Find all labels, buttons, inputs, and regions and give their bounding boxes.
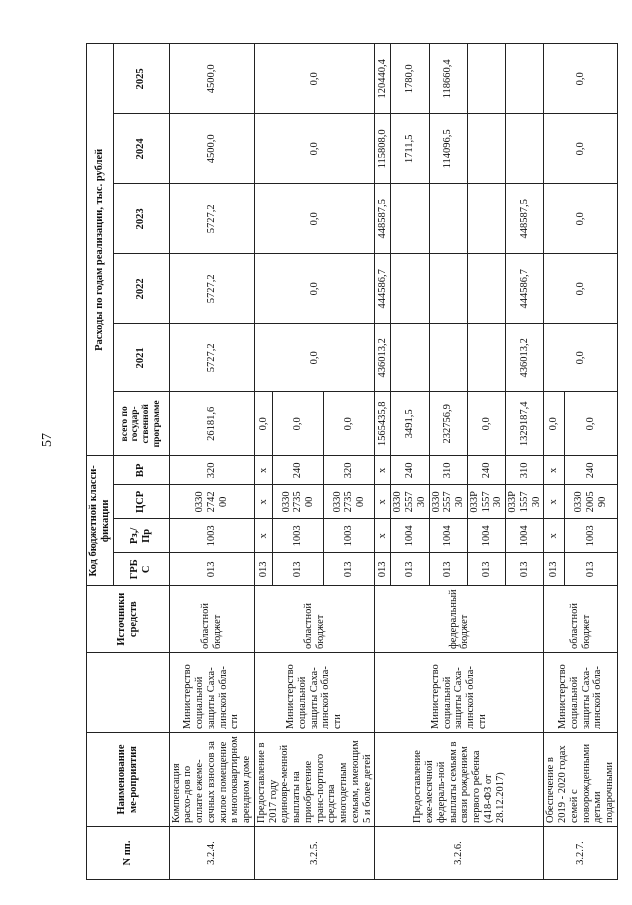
header-csr: ЦСР [113, 485, 169, 519]
header-executor [87, 653, 170, 733]
cell-csr: 0330 2735 00 [273, 485, 324, 519]
cell-2023 [391, 184, 429, 254]
cell-rzpr: 1003 [564, 519, 617, 553]
cell-2025: 4500,0 [169, 44, 254, 114]
cell-2021: 436013,2 [506, 324, 544, 392]
cell-2022: 5727,2 [169, 254, 254, 324]
cell-total: 1329187,4 [506, 392, 544, 456]
cell-2025: 1780,0 [391, 44, 429, 114]
row-source: областной бюджет [169, 586, 254, 653]
cell-2021: 0,0 [254, 324, 375, 392]
cell-2021: 436013,2 [375, 324, 391, 392]
row-source: областной бюджет [254, 586, 375, 653]
cell-2023: 0,0 [544, 184, 618, 254]
row-executor: Министерство социальной защиты Саха-линской обла-сти [169, 653, 254, 733]
cell-2022 [429, 254, 467, 324]
row-num: 3.2.6. [375, 827, 544, 880]
cell-rzpr: 1003 [324, 519, 375, 553]
table-row [375, 44, 391, 880]
cell-2025 [506, 44, 544, 114]
cell-rzpr: 1004 [429, 519, 467, 553]
cell-grbs: 013 [506, 553, 544, 586]
header-2024: 2024 [113, 114, 169, 184]
cell-csr: 033P 1557 30 [506, 485, 544, 519]
cell-total: 0,0 [324, 392, 375, 456]
header-expenses: Расходы по годам реализации, тыс. рублей [87, 44, 114, 456]
cell-vr: 310 [506, 456, 544, 485]
row-executor: Министерство социальной защиты Саха-линской обла- [544, 653, 618, 733]
header-2025: 2025 [113, 44, 169, 114]
cell-2022 [391, 254, 429, 324]
cell-csr: х [544, 485, 564, 519]
budget-table [86, 43, 618, 880]
header-vr: ВР [113, 456, 169, 485]
cell-rzpr: 1004 [391, 519, 429, 553]
cell-vr: 320 [169, 456, 254, 485]
header-2022: 2022 [113, 254, 169, 324]
cell-2022: 0,0 [544, 254, 618, 324]
cell-2023: 5727,2 [169, 184, 254, 254]
row-executor: Министерство социальной защиты Саха-линской обла-сти [375, 653, 544, 733]
cell-vr: 240 [273, 456, 324, 485]
cell-total: 0,0 [467, 392, 505, 456]
cell-2021: 0,0 [544, 324, 618, 392]
header-rzpr: Рз,/ Пр [113, 519, 169, 553]
row-name: Предоставление в 2017 году единовре-менной выплаты на приобретение транс-портного средства многодетным семьям, имеющим 5 и более детей [254, 733, 375, 827]
cell-vr: х [254, 456, 273, 485]
cell-csr: 0330 2557 30 [391, 485, 429, 519]
cell-2025: 0,0 [254, 44, 375, 114]
row-name: Обеспечение в 2019 - 2020 годах семей с новорожденными детьми подарочными [544, 733, 618, 827]
cell-vr: 240 [564, 456, 617, 485]
cell-total: 3491,5 [391, 392, 429, 456]
cell-grbs: 013 [273, 553, 324, 586]
cell-csr: х [254, 485, 273, 519]
table-row [169, 44, 254, 880]
cell-2022: 444586,7 [506, 254, 544, 324]
row-name: Компенсация расхо-дов по оплате ежеме-сячных взносов за жилое помещение в многоквартирном арендном доме [169, 733, 254, 827]
cell-2024: 0,0 [254, 114, 375, 184]
cell-grbs: 013 [254, 553, 273, 586]
cell-csr: 0330 2742 00 [169, 485, 254, 519]
cell-csr: 0330 2005 90 [564, 485, 617, 519]
cell-2023: 448587,5 [506, 184, 544, 254]
header-2023: 2023 [113, 184, 169, 254]
cell-2024: 114096,5 [429, 114, 467, 184]
cell-2025: 120440,4 [375, 44, 391, 114]
header-2021: 2021 [113, 324, 169, 392]
row-source: областной бюджет [544, 586, 618, 653]
cell-2021 [429, 324, 467, 392]
cell-total: 26181,6 [169, 392, 254, 456]
row-name: Предоставление еже-месячной федераль-ной выплаты семьям в связи рождением первого ребенка (418-ФЗ от 28.12.2017) [375, 733, 544, 827]
cell-csr: 033P 1557 30 [467, 485, 505, 519]
cell-2022: 444586,7 [375, 254, 391, 324]
cell-2025 [467, 44, 505, 114]
header-num: N пп. [87, 827, 170, 880]
cell-total: 0,0 [254, 392, 273, 456]
cell-2024: 115808,0 [375, 114, 391, 184]
cell-2021 [391, 324, 429, 392]
cell-grbs: 013 [375, 553, 391, 586]
cell-vr: 240 [391, 456, 429, 485]
header-name: Наименование ме-роприятия [87, 733, 170, 827]
cell-total: 0,0 [544, 392, 564, 456]
cell-rzpr: 1004 [467, 519, 505, 553]
row-num: 3.2.7. [544, 827, 618, 880]
cell-vr: 310 [429, 456, 467, 485]
cell-2024 [467, 114, 505, 184]
cell-2023: 448587,5 [375, 184, 391, 254]
cell-total: 232756,9 [429, 392, 467, 456]
row-num: 3.2.4. [169, 827, 254, 880]
header-grbs: ГРБ С [113, 553, 169, 586]
cell-grbs: 013 [324, 553, 375, 586]
cell-2024: 1711,5 [391, 114, 429, 184]
cell-vr: х [544, 456, 564, 485]
cell-grbs: 013 [544, 553, 564, 586]
cell-total: 0,0 [564, 392, 617, 456]
cell-rzpr: 1003 [273, 519, 324, 553]
cell-2025: 118660,4 [429, 44, 467, 114]
header-budget-code: Код бюджетной класси-фикации [87, 456, 114, 586]
row-source: федеральный бюджет [375, 586, 544, 653]
cell-rzpr: х [375, 519, 391, 553]
header-row-1 [87, 44, 114, 880]
cell-total: 0,0 [273, 392, 324, 456]
cell-2024: 0,0 [544, 114, 618, 184]
cell-rzpr: х [544, 519, 564, 553]
cell-2023 [429, 184, 467, 254]
cell-csr: х [375, 485, 391, 519]
table-row [254, 44, 273, 880]
cell-rzpr: 1003 [169, 519, 254, 553]
cell-grbs: 013 [564, 553, 617, 586]
cell-vr: 320 [324, 456, 375, 485]
cell-2023: 0,0 [254, 184, 375, 254]
cell-vr: 240 [467, 456, 505, 485]
cell-2024 [506, 114, 544, 184]
cell-grbs: 013 [429, 553, 467, 586]
cell-vr: х [375, 456, 391, 485]
header-source: Источники средств [87, 586, 170, 653]
cell-grbs: 013 [467, 553, 505, 586]
cell-rzpr: х [254, 519, 273, 553]
cell-2021: 5727,2 [169, 324, 254, 392]
cell-2022: 0,0 [254, 254, 375, 324]
cell-2025: 0,0 [544, 44, 618, 114]
cell-grbs: 013 [391, 553, 429, 586]
row-executor: Министерство социальной защиты Саха-линской обла-сти [254, 653, 375, 733]
row-num: 3.2.5. [254, 827, 375, 880]
cell-csr: 0330 2735 00 [324, 485, 375, 519]
cell-total: 1565435,8 [375, 392, 391, 456]
cell-2022 [467, 254, 505, 324]
cell-2024: 4500,0 [169, 114, 254, 184]
cell-2023 [467, 184, 505, 254]
cell-csr: 0330 2557 30 [429, 485, 467, 519]
cell-2021 [467, 324, 505, 392]
table-row [544, 44, 564, 880]
page-number: 57 [40, 433, 55, 447]
cell-grbs: 013 [169, 553, 254, 586]
header-total: всего по государ-ственной программе [113, 392, 169, 456]
cell-rzpr: 1004 [506, 519, 544, 553]
